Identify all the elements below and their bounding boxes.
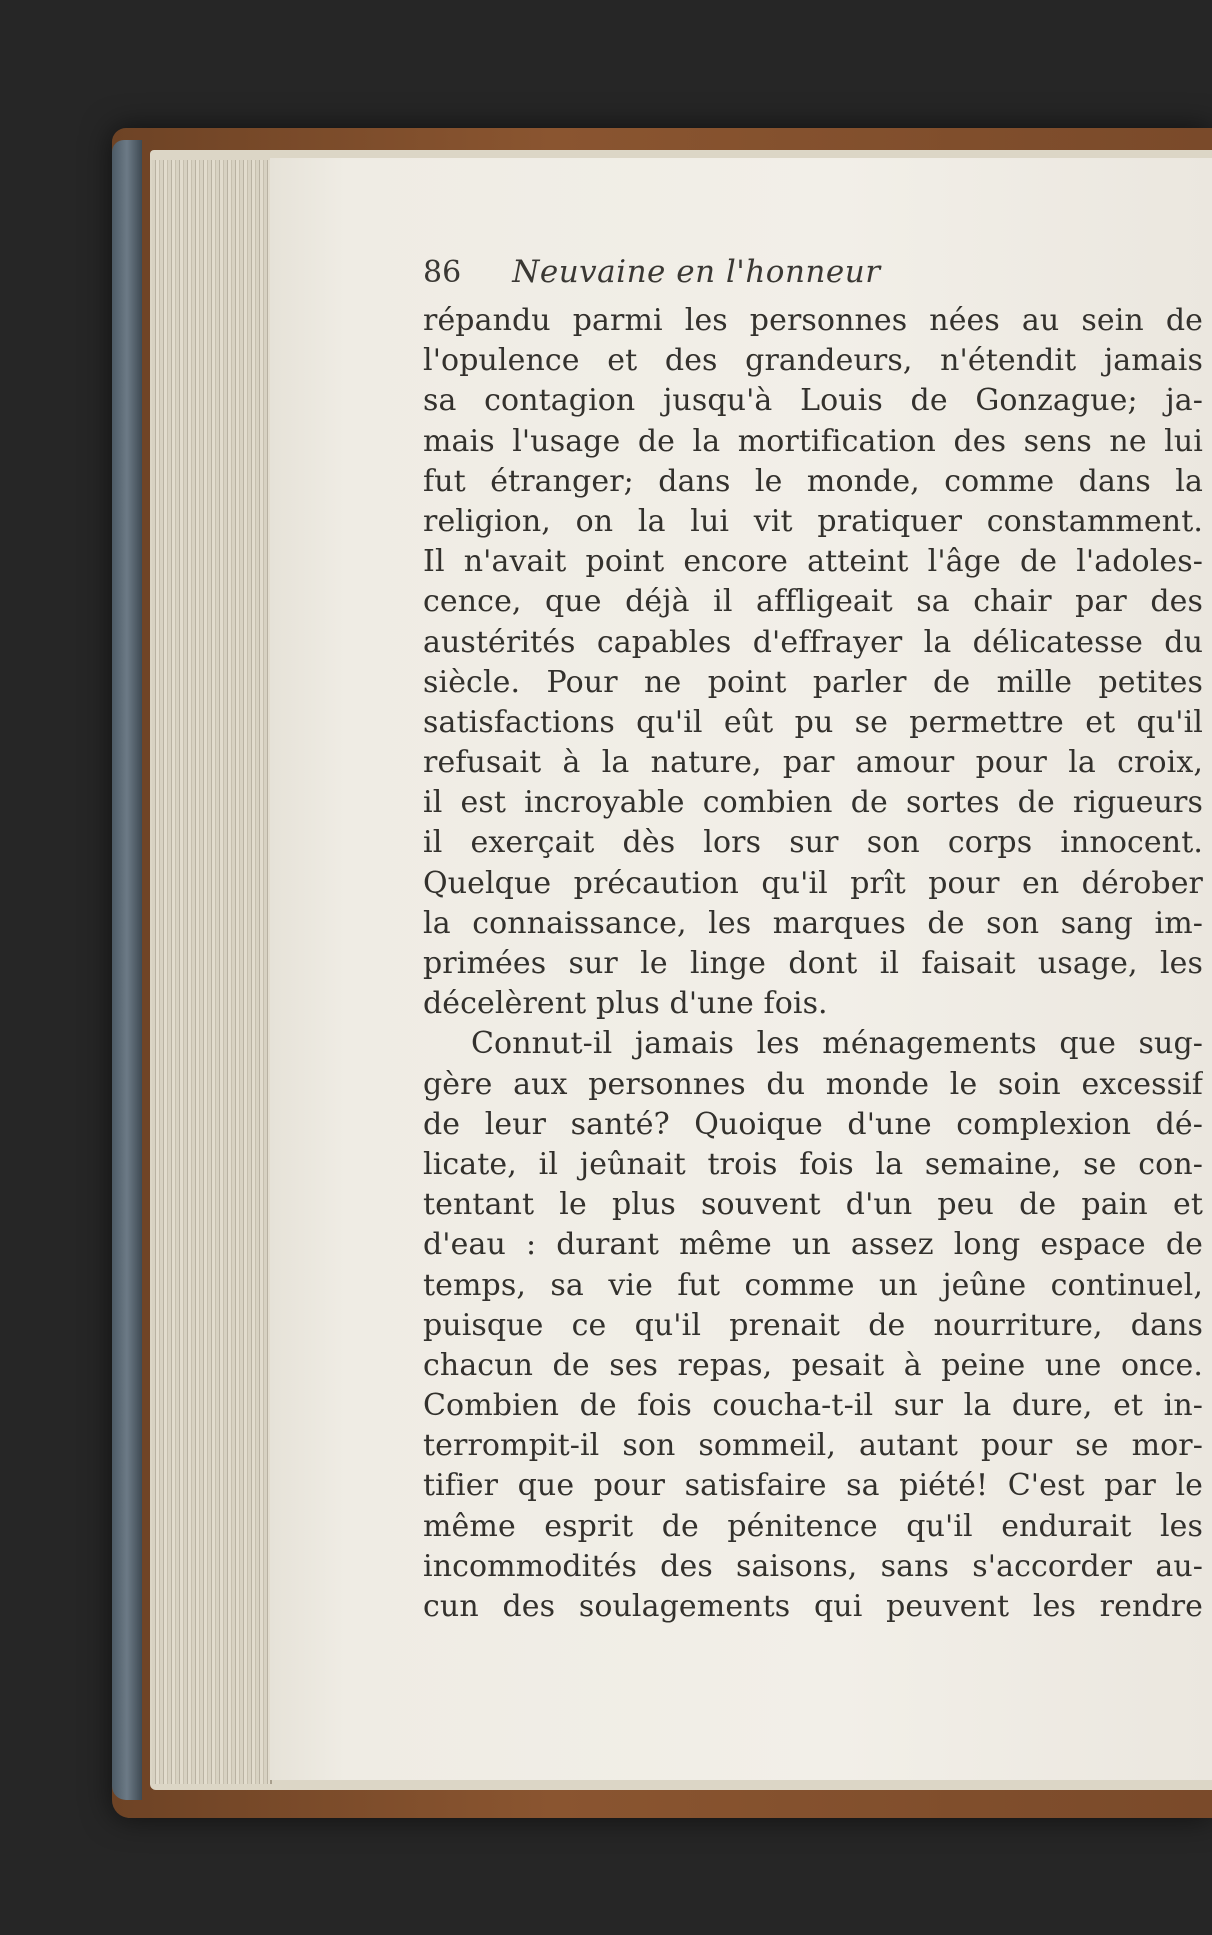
text-line: il est incroyable combien de sortes de rigueurs bbox=[423, 785, 1203, 821]
page-header bbox=[423, 252, 1123, 292]
text-line: l'opulence et des grandeurs, n'étendit jamais bbox=[423, 343, 1203, 379]
page-number: 86 bbox=[423, 255, 462, 290]
text-line: répandu parmi les personnes nées au sein de bbox=[423, 303, 1203, 338]
text-line: terrompit-il son sommeil, autant pour se mor- bbox=[423, 1428, 1203, 1464]
text-line: puisque ce qu'il prenait de nourriture, dans bbox=[423, 1307, 1203, 1343]
text-line: gère aux personnes du monde le soin excessif bbox=[423, 1066, 1203, 1102]
text-line: Il n'avait point encore atteint l'âge de l'adoles- bbox=[423, 544, 1203, 580]
text-line: de leur santé? Quoique d'une complexion dé- bbox=[423, 1106, 1203, 1142]
text-line: siècle. Pour ne point parler de mille petites bbox=[423, 664, 1203, 700]
text-line: licate, il jeûnait trois fois la semaine, se con- bbox=[423, 1146, 1203, 1182]
text-line: refusait à la nature, par amour pour la croix, bbox=[423, 745, 1203, 781]
text-line: il exerçait dès lors sur son corps innocent. bbox=[423, 825, 1203, 861]
text-line: austérités capables d'effrayer la délicatesse du bbox=[423, 624, 1203, 660]
text-line: décelèrent plus d'une fois. bbox=[423, 986, 828, 1022]
book-spine-edge bbox=[112, 140, 142, 1800]
text-line: Combien de fois coucha-t-il sur la dure, et in- bbox=[423, 1388, 1203, 1424]
text-line: tentant le plus souvent d'un peu de pain et bbox=[423, 1187, 1203, 1223]
text-line: religion, on la lui vit pratiquer constamment. bbox=[423, 503, 1203, 539]
text-line: fut étranger; dans le monde, comme dans la bbox=[423, 463, 1203, 499]
text-line: incommodités des saisons, sans s'accorder au- bbox=[423, 1548, 1203, 1584]
text-line: la connaissance, les marques de son sang im- bbox=[423, 905, 1203, 941]
text-line: temps, sa vie fut comme un jeûne continuel, bbox=[423, 1267, 1203, 1303]
text-line: cence, que déjà il affligeait sa chair par des bbox=[423, 584, 1203, 620]
text-line: primées sur le linge dont il faisait usage, les bbox=[423, 946, 1203, 981]
running-head: Neuvaine en l'honneur bbox=[512, 254, 881, 290]
text-line: cun des soulagements qui peuvent les rendre bbox=[423, 1589, 1203, 1624]
text-line: Quelque précaution qu'il prît pour en dérober bbox=[423, 865, 1203, 901]
text-line: même esprit de pénitence qu'il endurait les bbox=[423, 1508, 1203, 1544]
text-line: Connut-il jamais les ménagements que sug- bbox=[471, 1026, 1203, 1062]
text-line: sa contagion jusqu'à Louis de Gonzague; ja- bbox=[423, 383, 1203, 419]
text-line: tifier que pour satisfaire sa piété! C'est par le bbox=[423, 1468, 1203, 1504]
text-line: chacun de ses repas, pesait à peine une once. bbox=[423, 1347, 1203, 1383]
text-line: mais l'usage de la mortification des sens ne lui bbox=[423, 423, 1203, 459]
body-text bbox=[423, 301, 1203, 1627]
text-line: d'eau : durant même un assez long espace de bbox=[423, 1227, 1203, 1263]
page-edges bbox=[152, 160, 272, 1784]
text-line: satisfactions qu'il eût pu se permettre et qu'il bbox=[423, 704, 1203, 740]
